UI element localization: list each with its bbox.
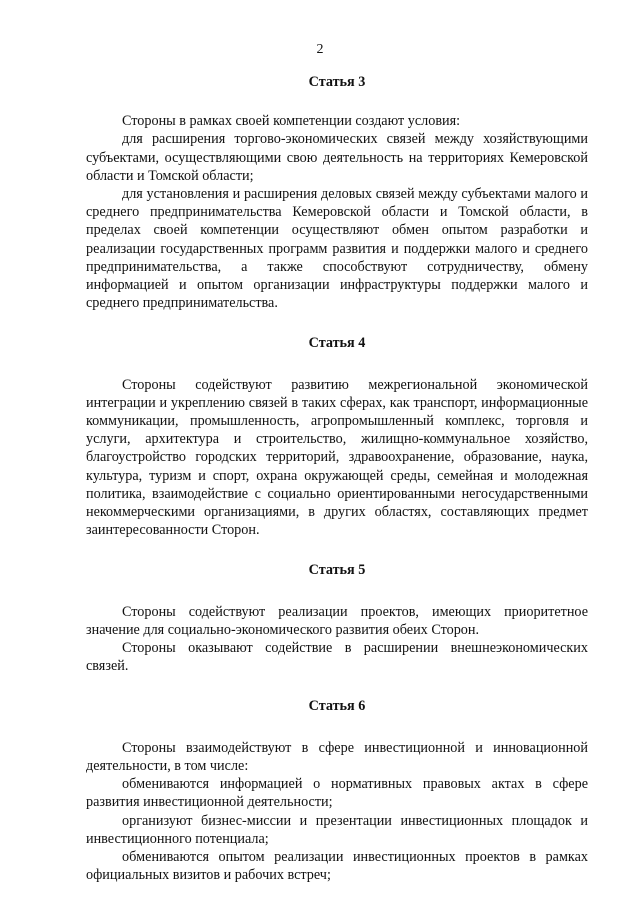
paragraph: для установления и расширения деловых связей между субъектами малого и среднего предпринимательства Кемеровской области и Томской области, в пределах своей компетенции осуществляют обмен опытом разработки и реализации государственных программ развития и поддержки малого и среднего предпринимательства, а также способствуют сотрудничеству, обмену информацией и опытом организации инфраструктуры поддержки малого и среднего предпринимательства. bbox=[86, 186, 588, 312]
paragraph: для расширения торгово-экономических связей между хозяйствующими субъектами, осуществляющими свою деятельность на территориях Кемеровской области и Томской области; bbox=[86, 131, 588, 184]
paragraph: Стороны оказывают содействие в расширении внешнеэкономических связей. bbox=[86, 640, 588, 675]
article-6 bbox=[86, 697, 588, 884]
document-body bbox=[86, 73, 588, 906]
article-5 bbox=[86, 561, 588, 675]
article-title: Статья 5 bbox=[308, 562, 366, 579]
article-title: Статья 6 bbox=[308, 698, 366, 715]
paragraph: обмениваются информацией о нормативных правовых актах в сфере развития инвестиционной деятельности; bbox=[86, 776, 588, 811]
page-number: 2 bbox=[316, 42, 324, 57]
paragraph: организуют бизнес-миссии и презентации инвестиционных площадок и инвестиционного потенциала; bbox=[86, 812, 588, 847]
paragraph: Стороны взаимодействуют в сфере инвестиционной и инновационной деятельности, в том числе: bbox=[86, 739, 588, 774]
article-4 bbox=[86, 334, 588, 539]
article-title: Статья 3 bbox=[308, 74, 366, 90]
paragraph: Стороны содействуют развитию межрегиональной экономической интеграции и укреплению связей в таких сферах, как транспорт, информационные коммуникации, промышленность, агропромышленный комплекс, торговля и услуги, архитектура и строительство, жилищно-коммунальное хозяйство, благоустройство городских территорий, здравоохранение, образование, наука, культура, туризм и спорт, охрана окружающей среды, семейная и молодежная политика, взаимодействие с социально ориентированными негосударственными некоммерческими организациями, в других областях, составляющих предмет заинтересованности Сторон. bbox=[86, 376, 588, 539]
paragraph: Стороны в рамках своей компетенции создают условия: bbox=[122, 113, 461, 130]
article-3 bbox=[86, 73, 588, 312]
paragraph: обмениваются опытом реализации инвестиционных проектов в рамках официальных визитов и рабочих встреч; bbox=[86, 848, 588, 884]
article-title: Статья 4 bbox=[308, 335, 366, 352]
paragraph: Стороны содействуют реализации проектов, имеющих приоритетное значение для социально-экономического развития обеих Сторон. bbox=[86, 603, 588, 638]
